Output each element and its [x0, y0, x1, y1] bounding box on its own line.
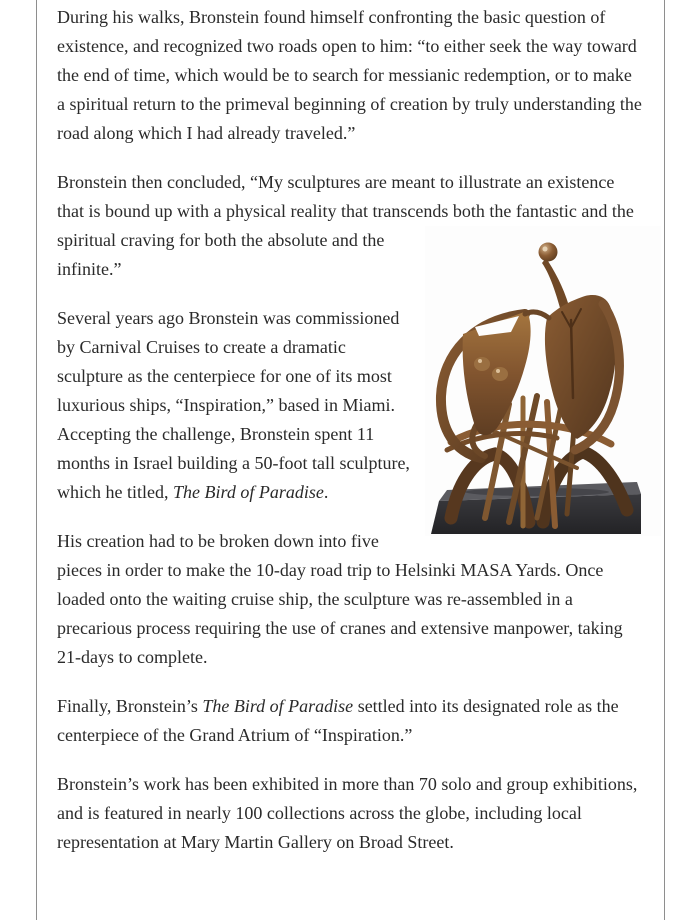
- content-column: [36, 0, 665, 920]
- paragraph: [57, 692, 643, 750]
- italic-text-run: The Bird of Paradise: [202, 696, 354, 716]
- text-run: His creation had to be broken down into five pieces in order to make the 10-day road trip to Helsinki MASA Yards. Once loaded onto the waiting cruise ship, the sculpture was re-assembled in a precarious process requiring the use of cranes and extensive manpower, taking 21-days to complete.: [57, 531, 623, 667]
- text-run: Bronstein’s work has been exhibited in more than 70 solo and group exhibitions, and is featured in nearly 100 collections across the globe, including local representation at Mary Martin Gallery on Broad Street.: [57, 774, 638, 852]
- paragraph: [57, 527, 643, 672]
- text-run: During his walks, Bronstein found himself confronting the basic question of existence, and recognized two roads open to him: “to either seek the way toward the end of time, which would be to search for messianic redemption, or to make a spiritual return to the primeval beginning of creation by truly understanding the road along which I had already traveled.”: [57, 7, 642, 143]
- text-run: Bronstein then concluded, “My sculptures are meant to illustrate an existence that is bound up with a physical reality that transcends both the fantastic and the spiritual craving for both the absolute and the infinite.”: [57, 172, 634, 279]
- text-run: settled into its designated role as the centerpiece of the Grand Atrium of “Inspiration.”: [57, 696, 619, 745]
- sculpture-photo: [425, 226, 661, 536]
- paragraph: [57, 770, 643, 857]
- paragraph: [57, 3, 643, 148]
- text-run: Several years ago Bronstein was commissioned by Carnival Cruises to create a dramatic sculpture as the centerpiece for one of its most luxurious ships, “Inspiration,” based in Miami. Accepting the challenge, Bronstein spent 11 months in Israel building a 50-foot tall sculpture, which he titled,: [57, 308, 410, 502]
- sculpture-illustration: [425, 226, 661, 536]
- text-run: Finally, Bronstein’s: [57, 696, 203, 716]
- article-body: [57, 3, 643, 857]
- italic-text-run: The Bird of Paradise: [172, 482, 324, 502]
- text-run: .: [323, 482, 329, 502]
